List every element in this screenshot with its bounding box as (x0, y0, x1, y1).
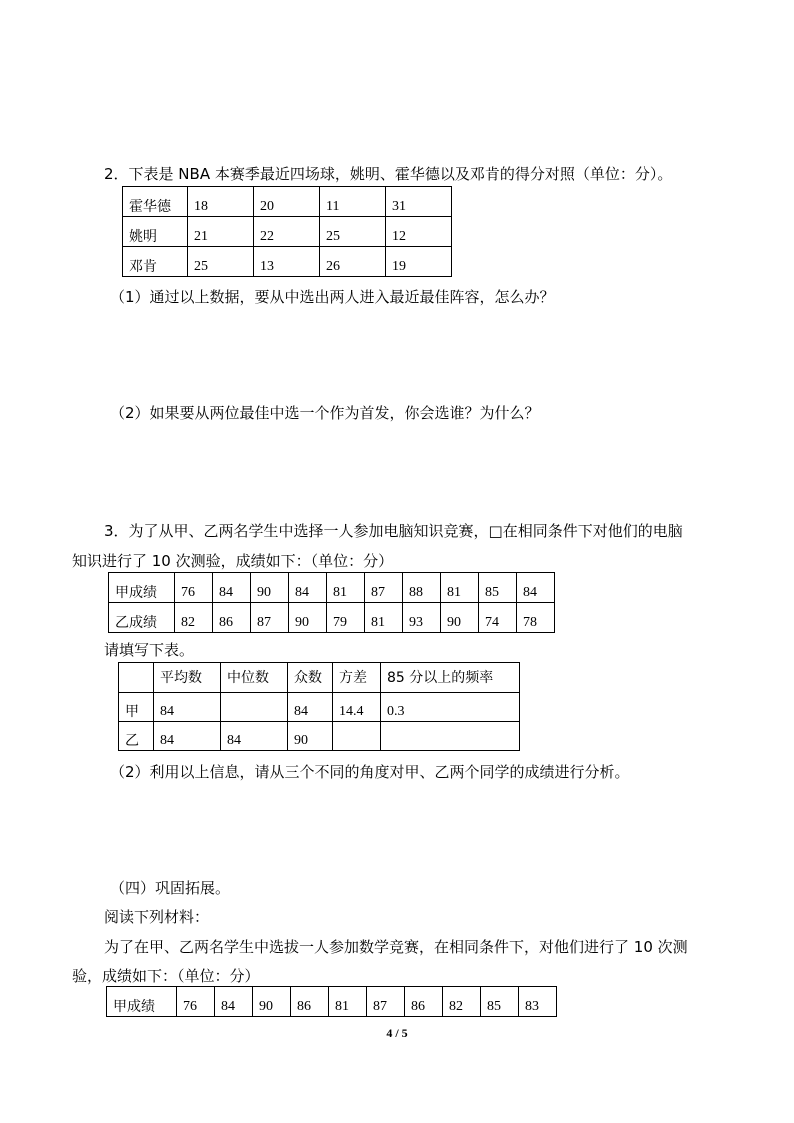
table-cell: 84 (289, 573, 327, 603)
table-cell: 81 (441, 573, 479, 603)
section4-score-table (106, 986, 557, 1017)
table-header-cell: 方差 (333, 663, 381, 693)
table-cell: 84 (517, 573, 555, 603)
table-row (123, 187, 452, 217)
table-row (109, 603, 555, 633)
table-cell (381, 722, 520, 751)
section4-table-body (107, 987, 557, 1017)
table-cell: 86 (405, 987, 443, 1017)
table-cell: 79 (327, 603, 365, 633)
table-cell: 84 (213, 573, 251, 603)
table-cell: 87 (365, 573, 403, 603)
table-row (123, 217, 452, 247)
q2-sub2: （2）如果要从两位最佳中选一个作为首发，你会选谁？为什么？ (110, 404, 540, 422)
table-cell: 25 (188, 247, 254, 277)
table-cell: 25 (320, 217, 386, 247)
table-cell: 姚明 (123, 217, 188, 247)
table-cell: 26 (320, 247, 386, 277)
table-cell: 19 (386, 247, 452, 277)
section4-para-line1: 为了在甲、乙两名学生中选拔一人参加数学竞赛，在相同条件下，对他们进行了 10 次测 (104, 938, 688, 956)
table-header-cell: 中位数 (221, 663, 288, 693)
q3-stats-body (119, 663, 520, 751)
q3-score-table (108, 572, 555, 633)
table-cell: 邓肯 (123, 247, 188, 277)
table-row (109, 573, 555, 603)
table-cell: 84 (288, 693, 333, 722)
q3-fill-prompt: 请填写下表。 (104, 641, 195, 659)
table-cell: 84 (215, 987, 253, 1017)
q2-table-body (123, 187, 452, 277)
table-cell: 84 (154, 693, 221, 722)
table-cell: 21 (188, 217, 254, 247)
table-row (119, 693, 520, 722)
table-cell: 84 (154, 722, 221, 751)
table-cell: 22 (254, 217, 320, 247)
table-cell: 81 (365, 603, 403, 633)
table-cell: 76 (175, 573, 213, 603)
table-cell: 18 (188, 187, 254, 217)
table-cell: 甲成绩 (109, 573, 175, 603)
section4-para-line2: 验，成绩如下：（单位：分） (72, 967, 260, 985)
table-cell: 甲 (119, 693, 154, 722)
q3-sub2: （2）利用以上信息，请从三个不同的角度对甲、乙两个同学的成绩进行分析。 (110, 763, 630, 781)
table-header-cell: 85 分以上的频率 (381, 663, 520, 693)
table-cell: 0.3 (381, 693, 520, 722)
table-cell: 74 (479, 603, 517, 633)
table-cell: 11 (320, 187, 386, 217)
table-cell: 76 (177, 987, 215, 1017)
table-cell: 90 (288, 722, 333, 751)
section4-read-prompt: 阅读下列材料： (104, 908, 210, 926)
table-cell: 84 (221, 722, 288, 751)
table-header-cell (119, 663, 154, 693)
table-cell: 90 (253, 987, 291, 1017)
table-cell: 20 (254, 187, 320, 217)
table-cell: 甲成绩 (107, 987, 177, 1017)
table-cell: 31 (386, 187, 452, 217)
table-cell: 88 (403, 573, 441, 603)
table-cell: 85 (479, 573, 517, 603)
q3-title-line2: 知识进行了 10 次测验，成绩如下：（单位：分） (72, 552, 394, 570)
table-cell: 乙成绩 (109, 603, 175, 633)
section4-heading: （四）巩固拓展。 (110, 879, 231, 897)
table-row (119, 722, 520, 751)
q2-score-table (122, 186, 452, 277)
q3-stats-table (118, 662, 520, 751)
page-number: 4 / 5 (386, 1026, 408, 1040)
q3-table-body (109, 573, 555, 633)
table-header-cell: 众数 (288, 663, 333, 693)
table-cell: 90 (289, 603, 327, 633)
table-header-cell: 平均数 (154, 663, 221, 693)
table-cell (221, 693, 288, 722)
table-cell: 85 (481, 987, 519, 1017)
table-cell: 86 (291, 987, 329, 1017)
table-cell: 81 (327, 573, 365, 603)
table-cell: 14.4 (333, 693, 381, 722)
table-cell: 83 (519, 987, 557, 1017)
table-cell: 78 (517, 603, 555, 633)
table-cell (333, 722, 381, 751)
table-row (123, 247, 452, 277)
table-cell: 87 (251, 603, 289, 633)
table-cell: 81 (329, 987, 367, 1017)
table-cell: 82 (443, 987, 481, 1017)
table-cell: 90 (251, 573, 289, 603)
table-cell: 90 (441, 603, 479, 633)
table-cell: 82 (175, 603, 213, 633)
q3-title-line1: 3．为了从甲、乙两名学生中选择一人参加电脑知识竞赛，□在相同条件下对他们的电脑 (104, 522, 683, 540)
table-cell: 12 (386, 217, 452, 247)
q2-title: 2．下表是 NBA 本赛季最近四场球，姚明、霍华德以及邓肯的得分对照（单位：分）。 (104, 165, 673, 183)
table-cell: 86 (213, 603, 251, 633)
table-cell: 87 (367, 987, 405, 1017)
table-cell: 13 (254, 247, 320, 277)
table-cell: 乙 (119, 722, 154, 751)
q2-sub1: （1）通过以上数据，要从中选出两人进入最近最佳阵容，怎么办？ (110, 288, 555, 306)
table-cell: 霍华德 (123, 187, 188, 217)
table-row (107, 987, 557, 1017)
table-cell: 93 (403, 603, 441, 633)
table-header-row (119, 663, 520, 693)
